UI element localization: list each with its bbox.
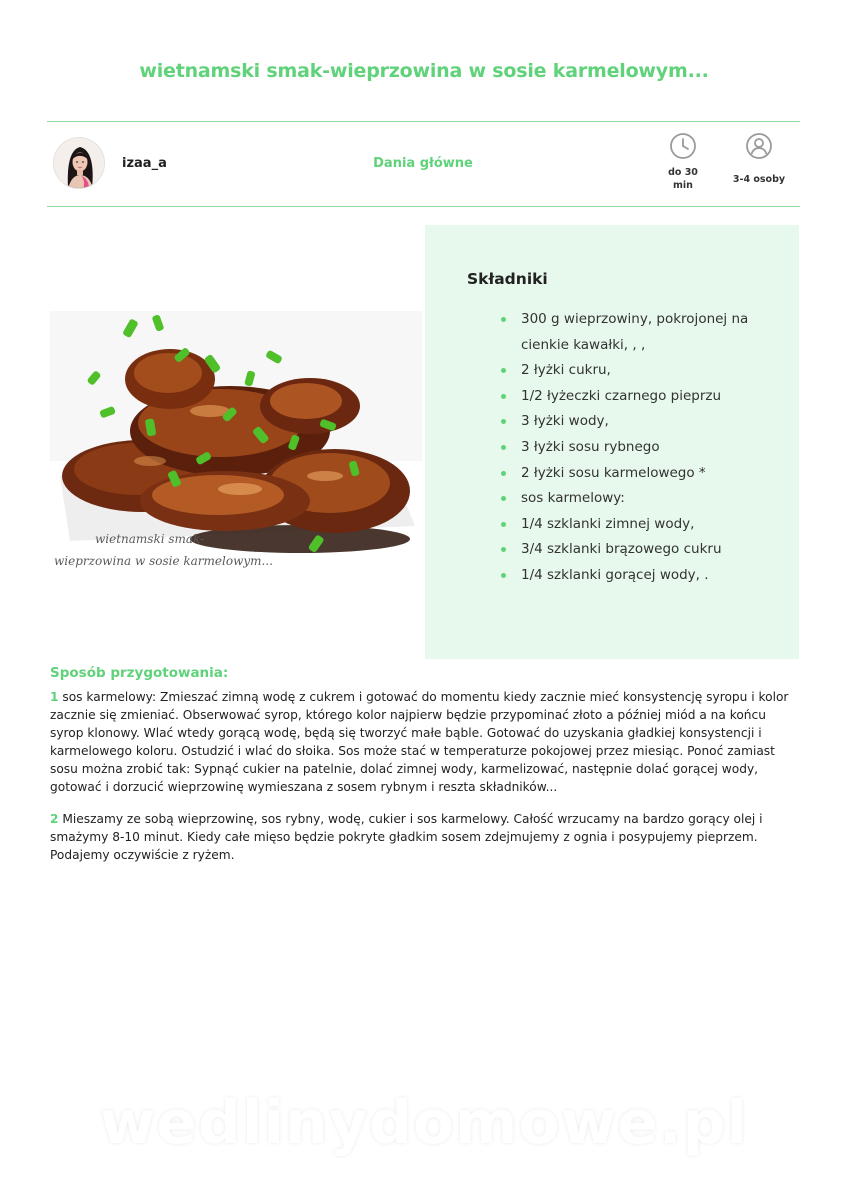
bullet-dot-icon [501,419,506,424]
pork-dish-image [50,311,422,568]
bullet-dot-icon [501,394,506,399]
ingredients-list [501,307,771,589]
prep-time-value: do 30 [668,167,698,178]
bullet-dot-icon [501,317,506,322]
bullet-dot-icon [501,368,506,373]
ingredient-text: 3/4 szklanki brązowego cukru [521,541,722,558]
bullet-dot-icon [501,445,506,450]
ingredient-text: 1/4 szklanki zimnej wody, [521,515,695,532]
step-text: sos karmelowy: Zmieszać zimną wodę z cukrem i gotować do momentu kiedy zacznie mieć konsystencję syropu i kolor zacznie się zmieniać. Obserwować syrop, którego kolor najpierw będzie przypominać złoto a później miód a na końcu syrop klonowy. Wlać wtedy gorącą wodę, będą się tworzyć małe bąble. Gotować do uzyskania gładkiej konsystencji i karmelowego koloru. Ostudzić i wlać do słoika. Sos może stać w temperaturze pokojowej przez miesiąc. Ponoć zamiast sosu można zrobić tak: Sypnąć cukier na patelnie, dolać zimnej wody, karmelizować, następnie dolać gorącej wody, gotować i dorzucić wieprzowinę wymieszana z sosem rybnym i reszta składników... [50,690,789,794]
ingredient-text: 300 g wieprzowiny, pokrojonej na cienkie kawałki, , , [521,311,749,353]
ingredient-item [501,537,771,563]
ingredient-text: 2 łyżki cukru, [521,362,611,379]
ingredient-item [501,409,771,435]
photo-caption-line1: wietnamski smak- [95,532,205,546]
ingredient-text: 3 łyżki wody, [521,413,609,430]
step-number: 1 [50,690,59,704]
ingredient-item [501,358,771,384]
category-link[interactable]: Dania główne [373,156,473,171]
ingredient-text: sos karmelowy: [521,490,625,507]
ingredient-item [501,563,771,589]
clock-icon [669,132,697,160]
method-step [50,810,800,864]
bullet-dot-icon [501,496,506,501]
ingredients-title: Składniki [467,270,548,288]
recipe-photo [50,311,422,568]
site-watermark: wedlinydomowe.pl [99,1088,749,1158]
ingredient-item [501,512,771,538]
prep-time-unit: min [673,180,693,191]
bullet-dot-icon [501,471,506,476]
servings [729,132,789,186]
step-text: Mieszamy ze sobą wieprzowinę, sos rybny, wodę, cukier i sos karmelowy. Całość wrzucamy na bardzo gorący olej i smażymy 8-10 minut. Kiedy całe mięso będzie pokryte gładkim sosem zdejmujemy z ognia i posypujemy pieprzem. Podajemy oczywiście z ryżem. [50,812,763,862]
method-step [50,688,800,796]
header-divider-bottom [47,206,800,207]
ingredient-item [501,461,771,487]
ingredient-text: 3 łyżki sosu rybnego [521,438,660,455]
ingredient-item [501,307,771,358]
bullet-dot-icon [501,547,506,552]
bullet-dot-icon [501,522,506,527]
avatar-photo [54,138,105,189]
photo-caption-line2: wieprzowina w sosie karmelowym... [54,554,273,568]
user-icon [745,132,773,160]
ingredients-panel [425,225,799,659]
method-title: Sposób przygotowania: [50,665,229,681]
author-avatar[interactable] [53,137,105,189]
ingredient-text: 1/2 łyżeczki czarnego pieprzu [521,387,722,404]
bullet-dot-icon [501,573,506,578]
ingredient-text: 2 łyżki sosu karmelowego * [521,464,706,481]
author-name[interactable]: izaa_a [122,156,167,171]
recipe-title: wietnamski smak-wieprzowina w sosie karmelowym... [139,60,709,82]
servings-value: 3-4 osoby [732,174,786,185]
ingredient-text: 1/4 szklanki gorącej wody, . [521,566,709,583]
prep-time [653,132,713,192]
header-divider-top [47,121,800,122]
ingredient-item [501,486,771,512]
ingredient-item [501,435,771,461]
step-number: 2 [50,812,59,826]
ingredient-item [501,384,771,410]
